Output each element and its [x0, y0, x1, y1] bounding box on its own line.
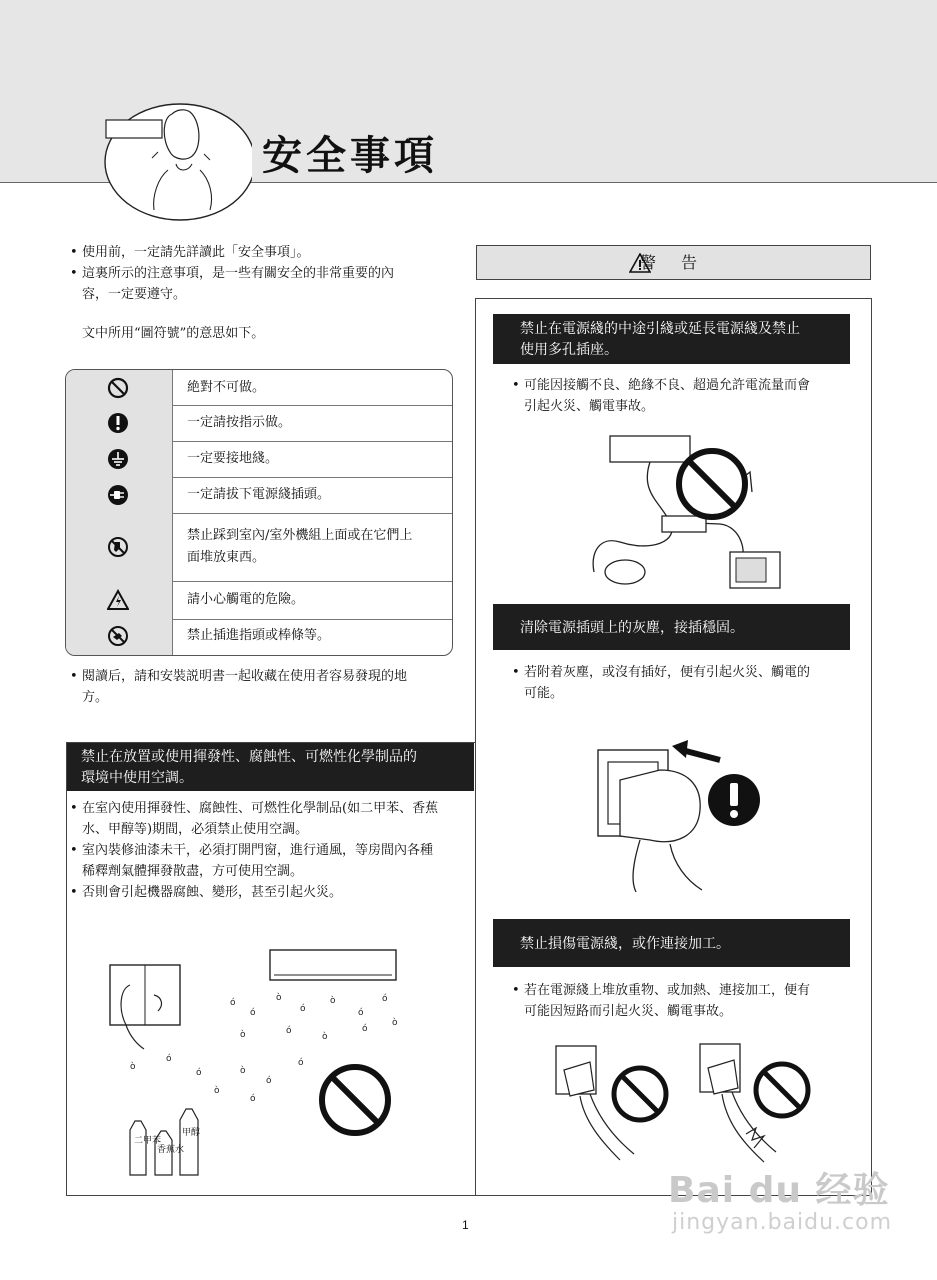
- page-title: 安全事項: [262, 133, 438, 179]
- svg-text:ó: ó: [300, 1004, 306, 1014]
- symbol-row: [66, 581, 452, 620]
- svg-text:ó: ó: [358, 1008, 364, 1018]
- prohibition-icon: [107, 377, 129, 399]
- after-table-note: • 閱讀后，請和安裝説明書一起收藏在使用者容易發現的地 方。: [70, 666, 460, 708]
- svg-text:ó: ó: [196, 1068, 202, 1078]
- symbol-text: 絶對不可做。: [187, 380, 266, 395]
- svg-text:ó: ó: [166, 1054, 172, 1064]
- intro-text: [70, 242, 450, 305]
- warning-heading: 禁止損傷電源綫，或作連接加工。: [493, 919, 850, 967]
- no-insert-icon: [107, 625, 129, 647]
- svg-text:ó: ó: [382, 994, 388, 1004]
- no-step-icon: [107, 536, 129, 558]
- symbol-text: 請小心觸電的危險。: [187, 592, 305, 607]
- watermark-logo: Bai du 经验: [668, 1170, 890, 1211]
- symbol-row: [66, 370, 452, 406]
- warning-text: • 若附着灰塵，或沒有插好，便有引起火災、觸電的 可能。: [512, 662, 862, 704]
- symbol-text: 一定要接地綫。: [187, 451, 279, 466]
- svg-text:ò: ò: [322, 1032, 328, 1042]
- symbol-text: 禁止踩到室內/室外機組上面或在它們上 面堆放東西。: [187, 528, 413, 565]
- symbol-row: [66, 619, 452, 655]
- symbol-table: [65, 369, 453, 656]
- damaged-cord-illustration: [550, 1040, 840, 1180]
- plug-in-illustration: [590, 740, 770, 895]
- chemical-room-illustration: [100, 945, 430, 1180]
- mandatory-icon: [107, 412, 129, 434]
- symbol-note: 文中所用“圖符號”的意思如下。: [82, 326, 265, 341]
- svg-text:ò: ò: [392, 1018, 398, 1028]
- chemical-warning-heading: 禁止在放置或使用揮發性、腐蝕性、可燃性化學制品的 環境中使用空調。: [67, 743, 474, 791]
- svg-text:ó: ó: [250, 1008, 256, 1018]
- symbol-row: [66, 513, 452, 582]
- warning-heading: 清除電源插頭上的灰塵，接插穩固。: [493, 604, 850, 650]
- svg-text:ò: ò: [214, 1086, 220, 1096]
- watermark-url: jingyan.baidu.com: [672, 1210, 893, 1235]
- svg-text:ó: ó: [286, 1026, 292, 1036]
- svg-text:ò: ò: [240, 1066, 246, 1076]
- svg-text:ó: ó: [266, 1076, 272, 1086]
- svg-text:ò: ò: [130, 1062, 136, 1072]
- page-number: 1: [462, 1218, 469, 1232]
- warning-text: • 可能因接觸不良、絶緣不良、超過允許電流量而會 引起火災、觸電事故。: [512, 375, 862, 417]
- ground-icon: [107, 448, 129, 470]
- intro-bullet: • 這裏所示的注意事項，是一些有關安全的非常重要的內: [70, 263, 450, 284]
- svg-text:ò: ò: [240, 1030, 246, 1040]
- symbol-row: [66, 477, 452, 514]
- extension-cord-illustration: [580, 432, 810, 592]
- warning-label: 警 告: [639, 253, 708, 272]
- bottle-label: 甲醇: [182, 1128, 201, 1138]
- svg-text:ò: ò: [276, 993, 282, 1003]
- svg-text:ó: ó: [362, 1024, 368, 1034]
- bottle-label: 二甲苯: [134, 1136, 162, 1146]
- symbol-row: [66, 405, 452, 442]
- header-illustration: [92, 100, 252, 226]
- svg-text:ó: ó: [230, 998, 236, 1008]
- symbol-row: [66, 441, 452, 478]
- warning-header: [476, 245, 871, 280]
- svg-text:ó: ó: [298, 1058, 304, 1068]
- intro-bullet: • 使用前，一定請先詳讀此「安全事項」。: [70, 242, 450, 263]
- symbol-text: 禁止插進指頭或棒條等。: [187, 628, 331, 643]
- symbol-text: 一定請拔下電源綫插頭。: [187, 487, 331, 502]
- bottle-label: 香蕉水: [157, 1145, 185, 1155]
- symbol-text: 一定請按指示做。: [187, 415, 292, 430]
- electric-shock-icon: [107, 589, 129, 611]
- unplug-icon: [107, 484, 129, 506]
- chemical-warning-text: • 在室內使用揮發性、腐蝕性、可燃性化學制品(如二甲苯、香蕉 水、甲醇等)期間，必須禁止使用空調。 • 室內裝修油漆未干，必須打開門窗，進行通風，等房間內各種 稀釋劑氣體揮發散盡，方可使用空調。 • 否則會引起機器腐蝕、變形，甚至引起火災。: [70, 798, 470, 903]
- warning-text: • 若在電源綫上堆放重物、或加熱、連接加工，便有 可能因短路而引起火災、觸電事故。: [512, 980, 862, 1022]
- svg-text:ò: ò: [330, 996, 336, 1006]
- svg-text:ó: ó: [250, 1094, 256, 1104]
- warning-heading: 禁止在電源綫的中途引綫或延長電源綫及禁止 使用多孔插座。: [493, 314, 850, 364]
- intro-bullet-cont: 容，一定要遵守。: [82, 287, 187, 302]
